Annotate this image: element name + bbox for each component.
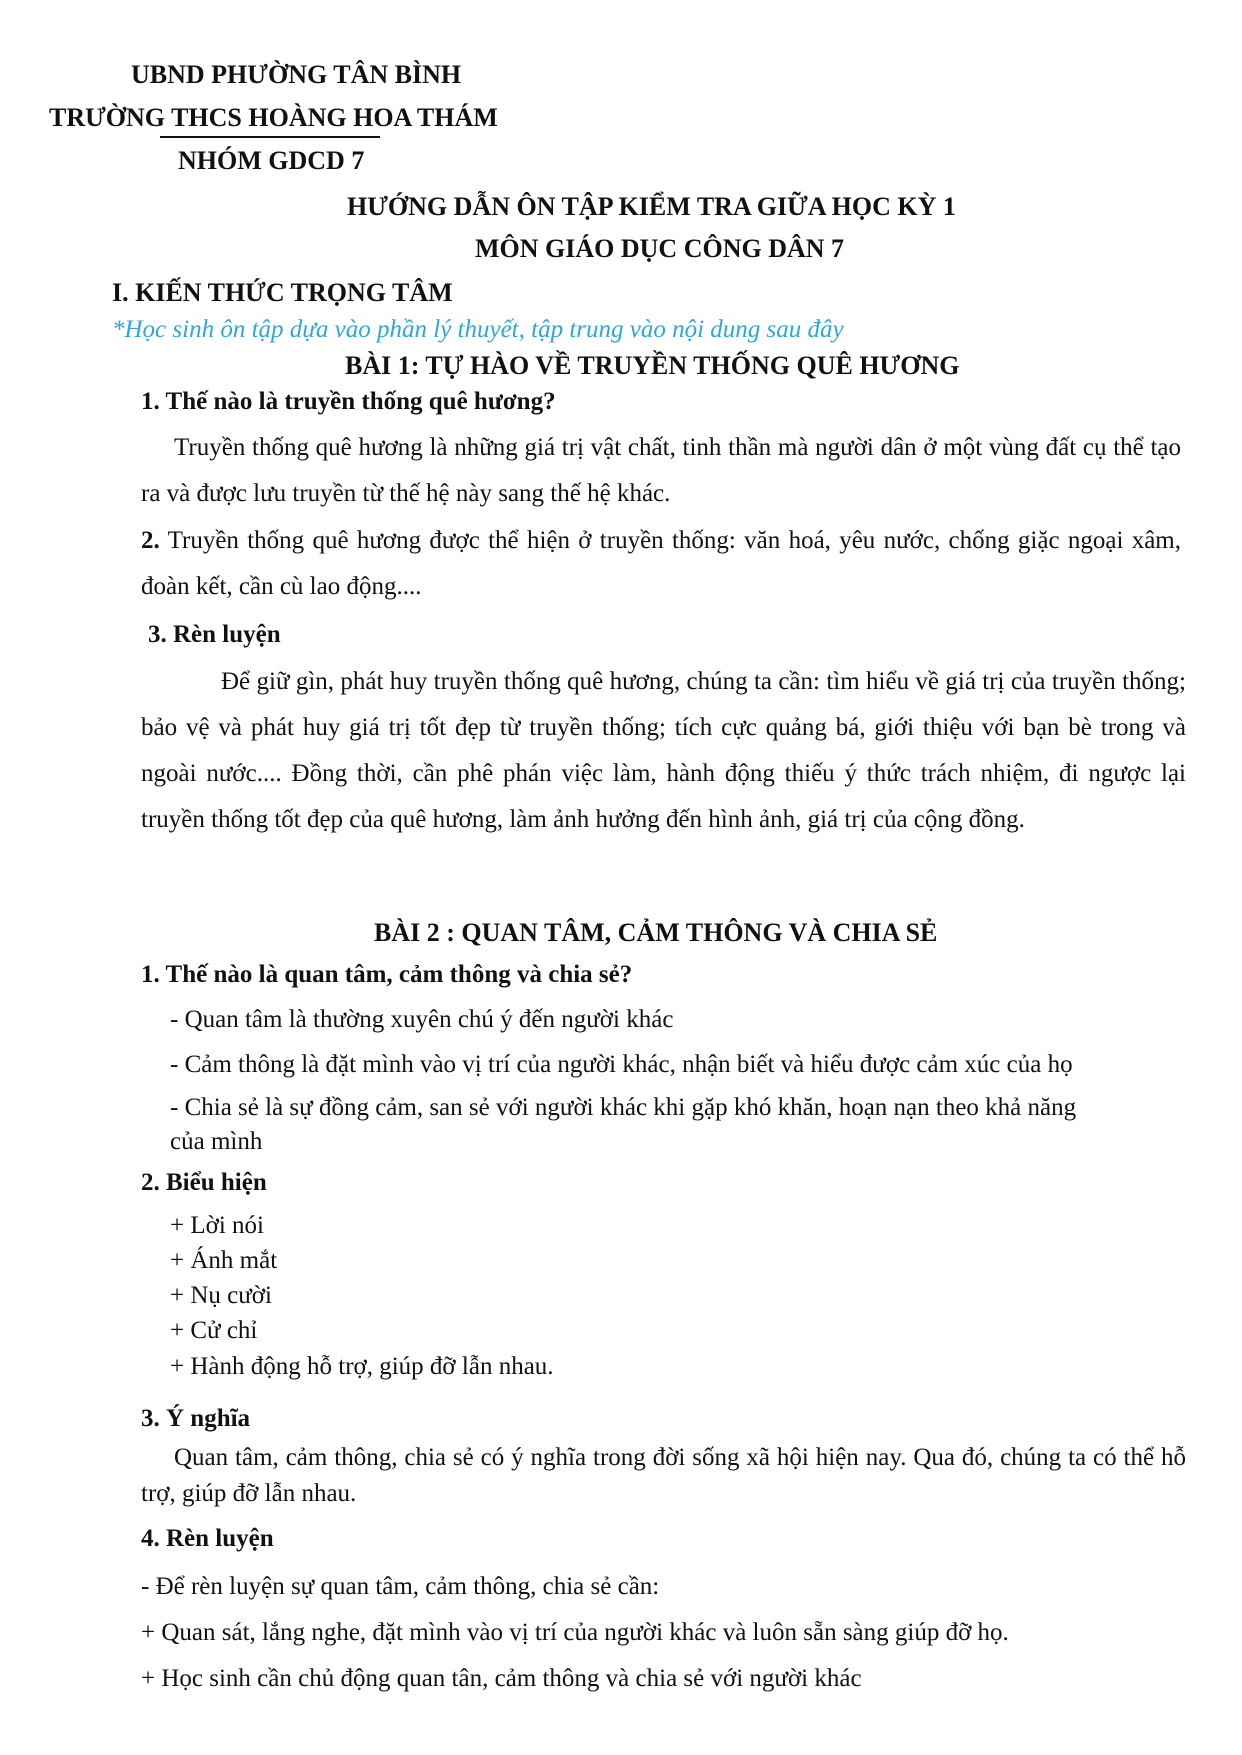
lesson2-practice-1: + Quan sát, lắng nghe, đặt mình vào vị trí của người khác và luôn sẵn sàng giúp đỡ họ. — [141, 1619, 1009, 1646]
lesson1-a3: Để giữ gìn, phát huy truyền thống quê hương, chúng ta cần: tìm hiểu về giá trị của truyền thống; bảo vệ và phát huy giá trị tốt đẹp từ truyền thống; tích cực quảng bá, giới thiệu với bạn bè trong và ngoài nước.... Đồng thời, cần phê phán việc làm, hành động thiếu ý thức trách nhiệm, đi ngược lại truyền thống tốt đẹp của quê hương, làm ảnh hưởng đến hình ảnh, giá trị của cộng đồng. — [141, 668, 1186, 833]
study-note: *Học sinh ôn tập dựa vào phần lý thuyết, tập trung vào nội dung sau đây — [112, 316, 844, 343]
lesson1-q2-label: 2. — [141, 527, 160, 554]
lesson1-q2 — [141, 518, 1181, 610]
lesson2-def-empathy: - Cảm thông là đặt mình vào vị trí của người khác, nhận biết và hiểu được cảm xúc của họ — [170, 1051, 1073, 1078]
lesson1-a1: Truyền thống quê hương là những giá trị vật chất, tinh thần mà người dân ở một vùng đất cụ thể tạo ra và được lưu truyền từ thế hệ này sang thế hệ khác. — [141, 434, 1181, 507]
lesson2-item: + Hành động hỗ trợ, giúp đỡ lẫn nhau. — [170, 1353, 554, 1380]
lesson2-item: + Nụ cười — [170, 1282, 272, 1309]
lesson1-q2-text: Truyền thống quê hương được thể hiện ở truyền thống: văn hoá, yêu nước, chống giặc ngoại xâm, đoàn kết, cần cù lao động.... — [141, 527, 1181, 600]
doc-title-line2: MÔN GIÁO DỤC CÔNG DÂN 7 — [475, 234, 845, 263]
lesson2-q2: 2. Biểu hiện — [141, 1169, 267, 1196]
lesson2-practice-2: + Học sinh cần chủ động quan tân, cảm thông và chia sẻ với người khác — [141, 1665, 862, 1692]
lesson2-def-share: - Chia sẻ là sự đồng cảm, san sẻ với người khác khi gặp khó khăn, hoạn nạn theo khả năng — [170, 1094, 1077, 1121]
lesson1-title: BÀI 1: TỰ HÀO VỀ TRUYỀN THỐNG QUÊ HƯƠNG — [345, 351, 960, 380]
section-heading: I. KIẾN THỨC TRỌNG TÂM — [112, 278, 453, 307]
doc-title-line1: HƯỚNG DẪN ÔN TẬP KIỂM TRA GIỮA HỌC KỲ 1 — [347, 192, 956, 221]
lesson2-item: + Lời nói — [170, 1212, 264, 1239]
lesson2-practice-intro: - Để rèn luyện sự quan tâm, cảm thông, chia sẻ cần: — [141, 1573, 660, 1600]
lesson2-def-share-cont: của mình — [170, 1128, 263, 1155]
lesson2-title: BÀI 2 : QUAN TÂM, CẢM THÔNG VÀ CHIA SẺ — [374, 918, 938, 947]
lesson2-def-care: - Quan tâm là thường xuyên chú ý đến người khác — [170, 1006, 674, 1033]
lesson2-q4: 4. Rèn luyện — [141, 1525, 274, 1552]
group-name: NHÓM GDCD 7 — [178, 146, 365, 175]
school-name: TRƯỜNG THCS HOÀNG HOA THÁM — [49, 103, 498, 132]
lesson2-item: + Cử chỉ — [170, 1317, 258, 1344]
lesson2-item: + Ánh mắt — [170, 1247, 278, 1274]
lesson2-q3: 3. Ý nghĩa — [141, 1405, 251, 1432]
lesson1-q1: 1. Thế nào là truyền thống quê hương? — [141, 388, 556, 415]
header-underline — [160, 136, 380, 138]
lesson1-q3: 3. Rèn luyện — [148, 621, 281, 648]
lesson2-q1: 1. Thế nào là quan tâm, cảm thông và chia sẻ? — [141, 961, 633, 988]
lesson2-a3: Quan tâm, cảm thông, chia sẻ có ý nghĩa trong đời sống xã hội hiện nay. Qua đó, chúng ta có thể hỗ trợ, giúp đỡ lẫn nhau. — [141, 1444, 1186, 1507]
org-name: UBND PHƯỜNG TÂN BÌNH — [131, 60, 462, 89]
